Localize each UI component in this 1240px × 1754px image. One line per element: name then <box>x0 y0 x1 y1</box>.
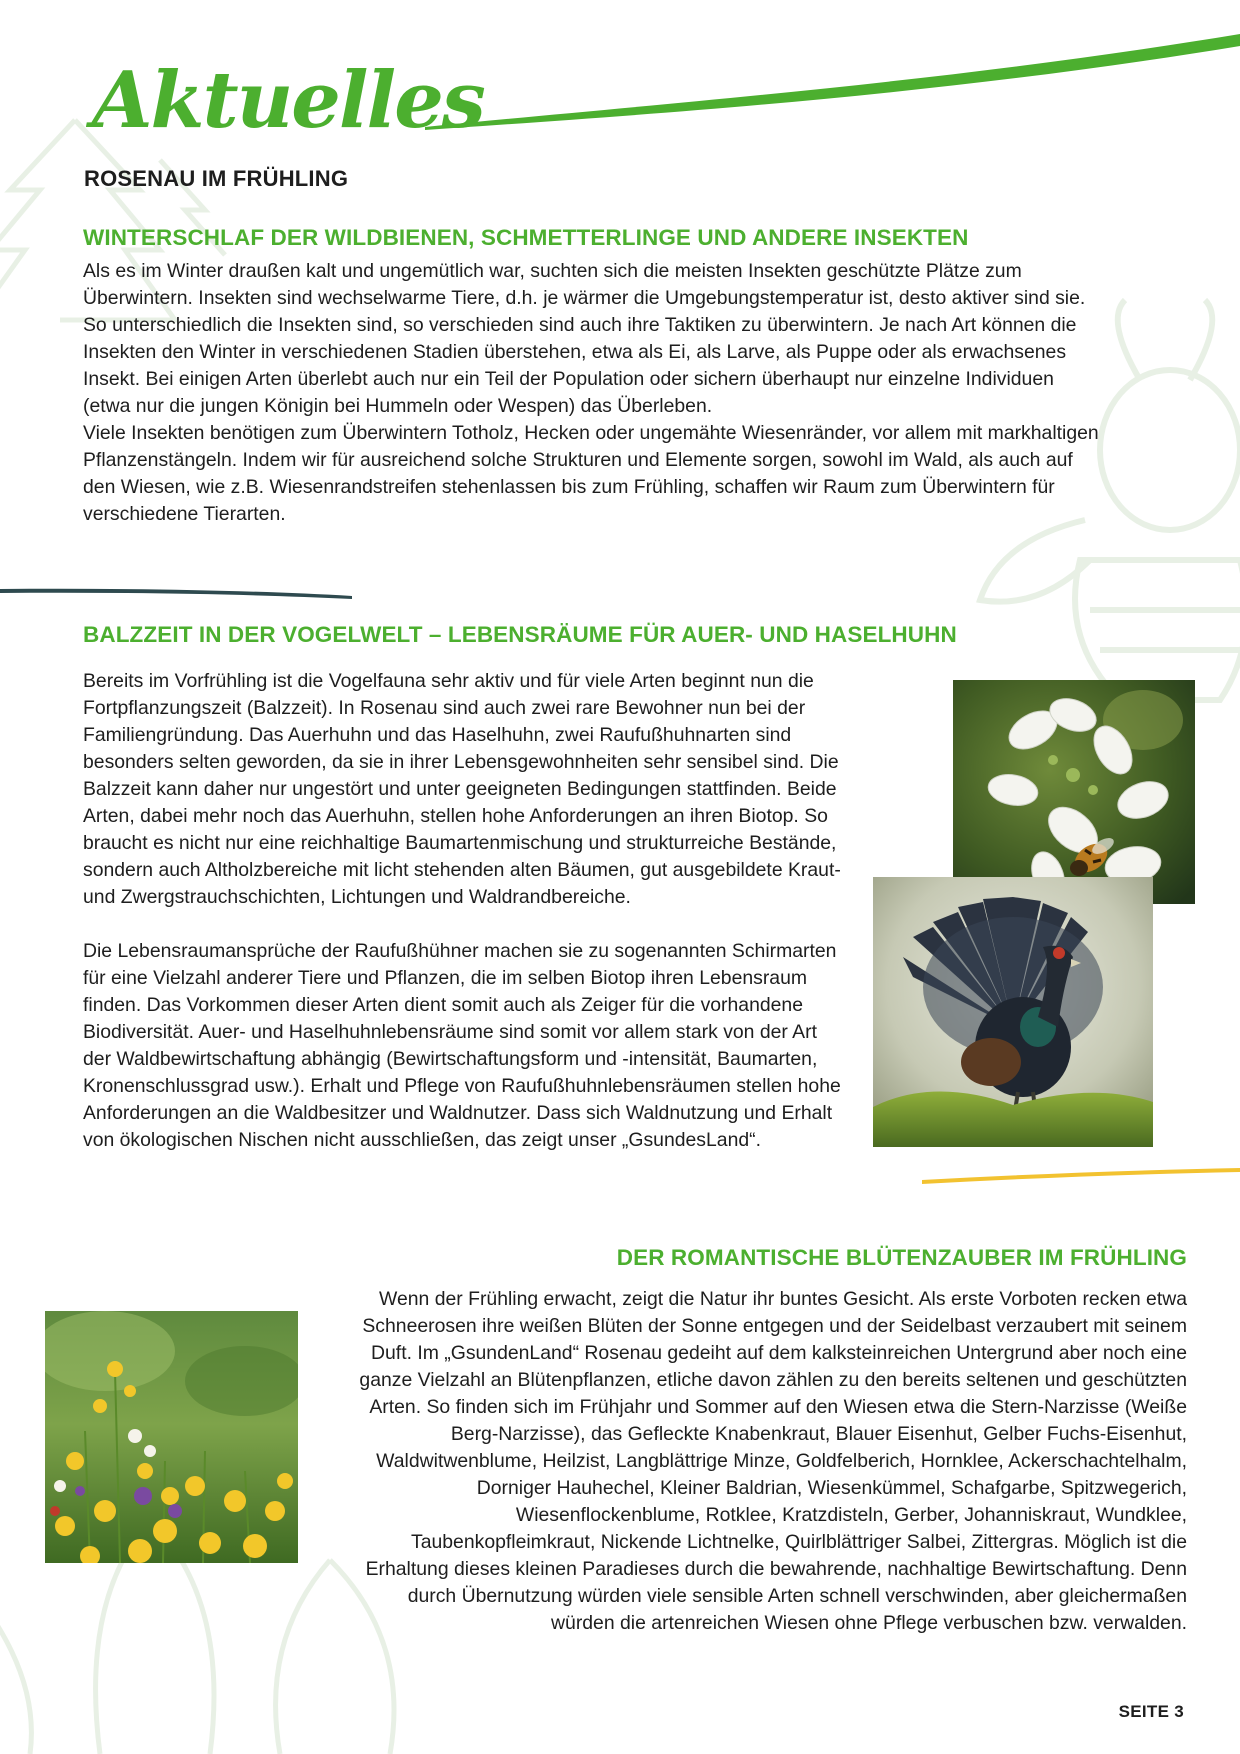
flower-meadow-photo <box>45 1311 298 1563</box>
paragraph: Als es im Winter draußen kalt und ungemütlich war, suchten sich die meisten Insekten geschützte Plätze zum Überwintern. Insekten sind wechselwarme Tiere, d.h. je wärmer die Umgebungstemperatur ist, desto aktiver sind sie. So unterschiedlich die Insekten sind, so verschieden sind auch ihre Taktiken zu überwintern. Je nach Art können die Insekten den Winter in verschiedenen Stadien überstehen, etwa als Ei, als Larve, als Puppe oder als erwachsenes Insekt. Bei einigen Arten überlebt auch nur ein Teil der Population oder sichern überhaupt nur einzelne Individuen (etwa nur die jungen Königin bei Hummeln oder Wespen) das Überleben. <box>83 260 1086 417</box>
section-heading-flowers: DER ROMANTISCHE BLÜTENZAUBER IM FRÜHLING <box>616 1245 1187 1270</box>
capercaillie-photo <box>873 877 1153 1147</box>
section-body-flowers <box>348 1286 1187 1637</box>
green-swoosh <box>425 34 1240 130</box>
bee-flower-photo <box>953 680 1195 904</box>
paragraph: Bereits im Vorfrühling ist die Vogelfauna sehr aktiv und für viele Arten beginnt nun die Fortpflanzungszeit (Balzzeit). In Rosenau sind auch zwei rare Bewohner nun bei der Familiengründung. Das Auerhuhn und das Haselhuhn, zwei Raufußhuhnarten sind besonders selten geworden, da sie in ihrer Lebensgewohnheiten sehr sensibel sind. Die Balzzeit kann daher nur ungestört und unter geeigneten Bedingungen stattfinden. Beide Arten, dabei mehr noch das Auerhuhn, stellen hohe Anforderungen an ihren Biotop. So braucht es nicht nur eine reichhaltige Baumartenmischung und strukturreiche Bestände, sondern auch Altholzbereiche mit licht stehenden alten Bäumen, gut ausgebildete Kraut- und Zwergstrauchschichten, Lichtungen und Waldrandbereiche. <box>83 670 841 908</box>
section-body-birds <box>83 668 843 1154</box>
page-subtitle: ROSENAU IM FRÜHLING <box>84 166 349 191</box>
paragraph: Wenn der Frühling erwacht, zeigt die Natur ihr buntes Gesicht. Als erste Vorboten recken etwa Schneerosen ihre weißen Blüten der Sonne entgegen und der Seidelbast verzaubert mit seinem Duft. Im „GsundenLand“ Rosenau gedeiht auf dem kalksteinreichen Untergrund aber noch eine ganze Vielzahl an Blütenpflanzen, etliche davon zählen zu den bereits seltenen und geschützten Arten. So finden sich im Frühjahr und Sommer auf den Wiesen etwa die Stern-Narzisse (Weiße Berg-Narzisse), das Gefleckte Knabenkraut, Blauer Eisenhut, Gelber Fuchs-Eisenhut, Waldwitwenblume, Heilzist, Langblättrige Minze, Goldfelberich, Hornklee, Ackerschachtelhalm, Dorniger Hauhechel, Kleiner Baldrian, Wiesenkümmel, Schafgarbe, Spitzwegerich, Wiesenflockenblume, Rotklee, Kratzdisteln, Gerber, Johanniskraut, Wundklee, Taubenkopfleimkraut, Nickende Lichtnelke, Quirlblättriger Salbei, Zittergras. Möglich ist die Erhaltung dieses kleinen Paradieses durch die bewahrende, nachhaltige Bewirtschaftung. Denn durch Übernutzung würden viele sensible Arten schnell verschwinden, aber gleichermaßen würden die artenreichen Wiesen ohne Pflege verbuschen bzw. verwalden. <box>359 1288 1187 1634</box>
paragraph: Viele Insekten benötigen zum Überwintern Totholz, Hecken oder ungemähte Wiesenränder, vor allem mit markhaltigen Pflanzenstängeln. Indem wir für ausreichend solche Strukturen und Elemente sorgen, sowohl im Wald, als auch auf den Wiesen, wie z.B. Wiesenrandstreifen stehenlassen bis zum Frühling, schaffen wir Raum zum Überwintern für verschiedene Tierarten. <box>83 422 1099 525</box>
page-number: SEITE 3 <box>1118 1702 1184 1721</box>
paragraph: Die Lebensraumansprüche der Raufußhühner machen sie zu sogenannten Schirmarten für eine Vielzahl anderer Tiere und Pflanzen, die im selben Biotop ihren Lebensraum finden. Das Vorkommen dieser Arten dient somit auch als Zeiger für die vorhandene Biodiversität. Auer- und Haselhuhnlebensräume sind somit vor allem stark von der Art der Waldbewirtschaftung abhängig (Bewirtschaftungsform und -intensität, Baumarten, Kronenschlussgrad usw.). Erhalt und Pflege von Raufußhuhnlebensräumen stellen hohe Anforderungen an die Waldbesitzer und Waldnutzer. Dass sich Waldnutzung und Erhalt von ökologischen Nischen nicht ausschließen, das zeigt unser „GsundesLand“. <box>83 940 841 1151</box>
section-heading-insects: WINTERSCHLAF DER WILDBIENEN, SCHMETTERLINGE UND ANDERE INSEKTEN <box>83 225 969 250</box>
script-title: Aktuelles <box>92 55 484 146</box>
section-body-insects <box>83 258 1103 528</box>
dark-divider <box>0 589 352 599</box>
section-heading-birds: BALZZEIT IN DER VOGELWELT – LEBENSRÄUME FÜR AUER- UND HASELHUHN <box>83 622 957 647</box>
yellow-swoosh <box>922 1168 1240 1184</box>
